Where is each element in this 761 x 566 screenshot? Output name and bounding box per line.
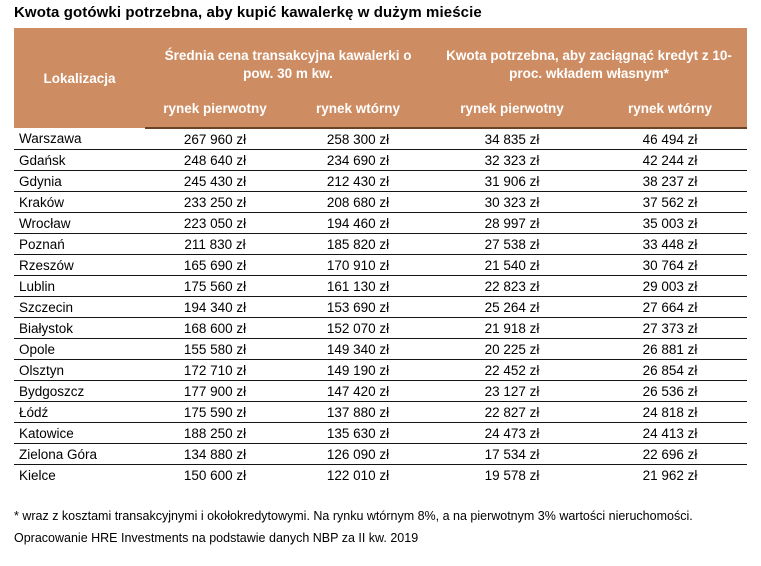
city-cell: Wrocław (14, 213, 145, 234)
value-cell: 29 003 zł (593, 276, 747, 297)
table-row (14, 339, 747, 360)
table-row (14, 171, 747, 192)
column-group-average-price: Średnia cena transakcyjna kawalerki o pow. 30 m kw. (145, 28, 431, 98)
page-title: Kwota gotówki potrzebna, aby kupić kawalerkę w dużym mieście (14, 4, 482, 21)
subcolumn-secondary-market-2: rynek wtórny (593, 98, 747, 128)
city-cell: Kielce (14, 465, 145, 486)
value-cell: 155 580 zł (145, 339, 285, 360)
value-cell: 149 190 zł (285, 360, 431, 381)
value-cell: 27 373 zł (593, 318, 747, 339)
value-cell: 32 323 zł (431, 150, 593, 171)
city-cell: Zielona Góra (14, 444, 145, 465)
city-cell: Gdynia (14, 171, 145, 192)
value-cell: 126 090 zł (285, 444, 431, 465)
value-cell: 19 578 zł (431, 465, 593, 486)
value-cell: 30 764 zł (593, 255, 747, 276)
city-cell: Katowice (14, 423, 145, 444)
value-cell: 20 225 zł (431, 339, 593, 360)
table-body (14, 128, 747, 485)
table-row (14, 465, 747, 486)
value-cell: 223 050 zł (145, 213, 285, 234)
city-cell: Poznań (14, 234, 145, 255)
city-cell: Olsztyn (14, 360, 145, 381)
value-cell: 137 880 zł (285, 402, 431, 423)
table-row (14, 213, 747, 234)
city-cell: Szczecin (14, 297, 145, 318)
value-cell: 31 906 zł (431, 171, 593, 192)
value-cell: 21 540 zł (431, 255, 593, 276)
table-header (14, 28, 747, 128)
value-cell: 42 244 zł (593, 150, 747, 171)
column-header-location: Lokalizacja (14, 28, 145, 128)
value-cell: 27 538 zł (431, 234, 593, 255)
value-cell: 212 430 zł (285, 171, 431, 192)
city-cell: Kraków (14, 192, 145, 213)
value-cell: 147 420 zł (285, 381, 431, 402)
subcolumn-primary-market-1: rynek pierwotny (145, 98, 285, 128)
value-cell: 46 494 zł (593, 128, 747, 150)
value-cell: 21 962 zł (593, 465, 747, 486)
city-cell: Lublin (14, 276, 145, 297)
subcolumn-secondary-market-1: rynek wtórny (285, 98, 431, 128)
value-cell: 21 918 zł (431, 318, 593, 339)
value-cell: 248 640 zł (145, 150, 285, 171)
value-cell: 175 590 zł (145, 402, 285, 423)
table-row (14, 255, 747, 276)
value-cell: 258 300 zł (285, 128, 431, 150)
value-cell: 135 630 zł (285, 423, 431, 444)
city-cell: Białystok (14, 318, 145, 339)
value-cell: 22 452 zł (431, 360, 593, 381)
value-cell: 26 881 zł (593, 339, 747, 360)
value-cell: 26 536 zł (593, 381, 747, 402)
value-cell: 194 340 zł (145, 297, 285, 318)
value-cell: 245 430 zł (145, 171, 285, 192)
table-row (14, 360, 747, 381)
value-cell: 22 823 zł (431, 276, 593, 297)
column-group-cash-needed: Kwota potrzebna, aby zaciągnąć kredyt z 10-proc. wkładem własnym* (431, 28, 747, 98)
value-cell: 168 600 zł (145, 318, 285, 339)
city-cell: Warszawa (14, 128, 145, 150)
city-cell: Opole (14, 339, 145, 360)
value-cell: 194 460 zł (285, 213, 431, 234)
table-row (14, 402, 747, 423)
table-row (14, 234, 747, 255)
value-cell: 28 997 zł (431, 213, 593, 234)
value-cell: 26 854 zł (593, 360, 747, 381)
value-cell: 35 003 zł (593, 213, 747, 234)
table-row (14, 297, 747, 318)
city-cell: Rzeszów (14, 255, 145, 276)
value-cell: 24 818 zł (593, 402, 747, 423)
value-cell: 153 690 zł (285, 297, 431, 318)
value-cell: 33 448 zł (593, 234, 747, 255)
value-cell: 22 696 zł (593, 444, 747, 465)
footnote-source: Opracowanie HRE Investments na podstawie danych NBP za II kw. 2019 (14, 530, 419, 545)
value-cell: 149 340 zł (285, 339, 431, 360)
city-cell: Łódź (14, 402, 145, 423)
value-cell: 177 900 zł (145, 381, 285, 402)
table-row (14, 318, 747, 339)
value-cell: 22 827 zł (431, 402, 593, 423)
table-row (14, 192, 747, 213)
value-cell: 170 910 zł (285, 255, 431, 276)
value-cell: 211 830 zł (145, 234, 285, 255)
footnotes (14, 506, 693, 550)
value-cell: 150 600 zł (145, 465, 285, 486)
subcolumn-primary-market-2: rynek pierwotny (431, 98, 593, 128)
value-cell: 188 250 zł (145, 423, 285, 444)
footnote-costs: * wraz z kosztami transakcyjnymi i okołokredytowymi. Na rynku wtórnym 8%, a na pierwotnym 3% wartości nieruchomości. (14, 509, 693, 523)
value-cell: 122 010 zł (285, 465, 431, 486)
value-cell: 17 534 zł (431, 444, 593, 465)
table-row (14, 150, 747, 171)
table-row (14, 276, 747, 297)
city-cell: Bydgoszcz (14, 381, 145, 402)
value-cell: 25 264 zł (431, 297, 593, 318)
value-cell: 175 560 zł (145, 276, 285, 297)
value-cell: 30 323 zł (431, 192, 593, 213)
value-cell: 172 710 zł (145, 360, 285, 381)
table-row (14, 381, 747, 402)
value-cell: 233 250 zł (145, 192, 285, 213)
value-cell: 234 690 zł (285, 150, 431, 171)
value-cell: 23 127 zł (431, 381, 593, 402)
value-cell: 38 237 zł (593, 171, 747, 192)
table-row (14, 423, 747, 444)
value-cell: 161 130 zł (285, 276, 431, 297)
value-cell: 165 690 zł (145, 255, 285, 276)
value-cell: 27 664 zł (593, 297, 747, 318)
table-row (14, 128, 747, 150)
header-group-row (14, 28, 747, 98)
table-row (14, 444, 747, 465)
value-cell: 24 473 zł (431, 423, 593, 444)
value-cell: 267 960 zł (145, 128, 285, 150)
value-cell: 24 413 zł (593, 423, 747, 444)
value-cell: 34 835 zł (431, 128, 593, 150)
housing-price-table (14, 28, 747, 485)
value-cell: 134 880 zł (145, 444, 285, 465)
value-cell: 37 562 zł (593, 192, 747, 213)
value-cell: 152 070 zł (285, 318, 431, 339)
value-cell: 208 680 zł (285, 192, 431, 213)
city-cell: Gdańsk (14, 150, 145, 171)
value-cell: 185 820 zł (285, 234, 431, 255)
